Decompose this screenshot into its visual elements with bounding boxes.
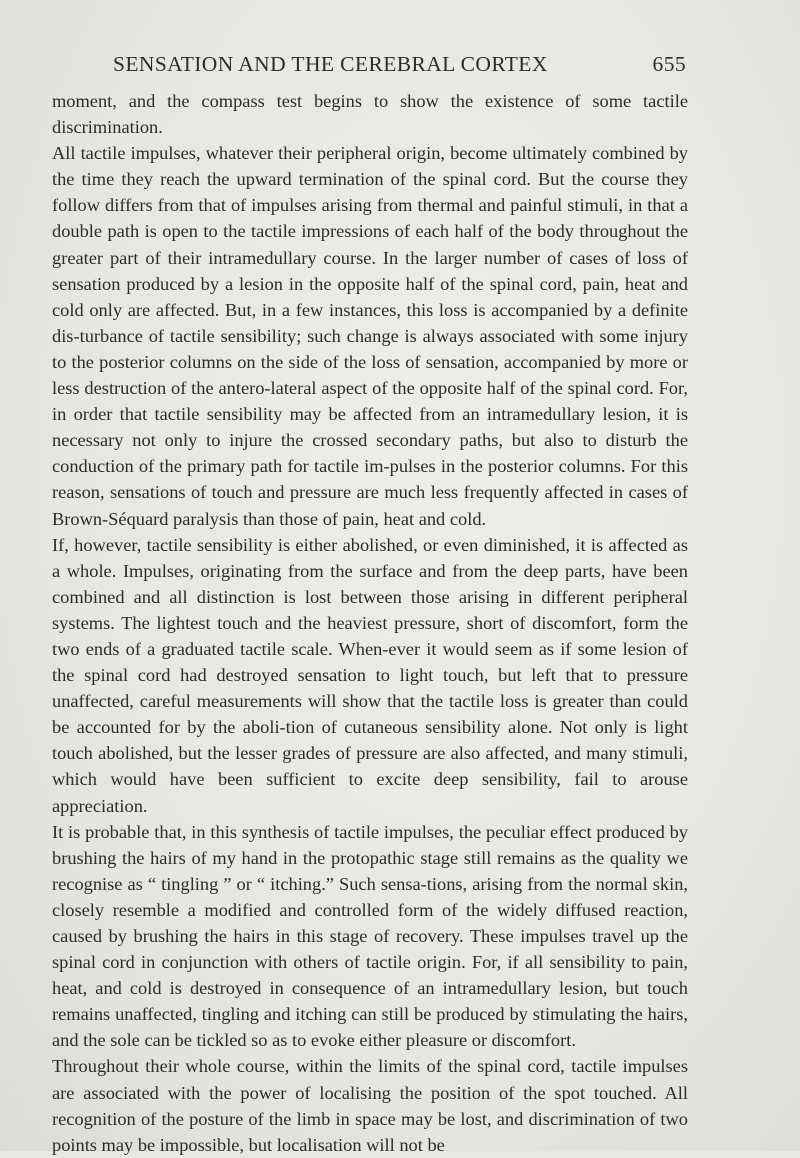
body-text	[52, 88, 688, 1158]
paragraph-1: moment, and the compass test begins to show the existence of some tactile discrimination.	[52, 91, 688, 138]
page-number: 655	[652, 52, 686, 76]
running-head-title: SENSATION AND THE CEREBRAL CORTEX	[113, 52, 548, 76]
running-head	[113, 52, 686, 80]
paragraph-4: It is probable that, in this synthesis of tactile impulses, the peculiar effect produced by brushing the hairs of my hand in the protopathic stage still remains as the quality we recognise as “ tingling ” or “ itching.” Such sensa-tions, arising from the normal skin, closely resemble a modified and controlled form of the widely diffused reaction, caused by brushing the hairs in this stage of recovery. These impulses travel up the spinal cord in conjunction with others of tactile origin. For, if all sensibility to pain, heat, and cold is destroyed in consequence of an intramedullary lesion, but touch remains unaffected, tingling and itching can still be produced by stimulating the hairs, and the sole can be tickled so as to evoke either pleasure or discomfort.	[52, 821, 688, 1051]
paragraph-2: All tactile impulses, whatever their peripheral origin, become ultimately combined by the time they reach the upward termination of the spinal cord. But the course they follow differs from that of impulses arising from thermal and painful stimuli, in that a double path is open to the tactile impressions of each half of the body throughout the greater part of their intramedullary course. In the larger number of cases of loss of sensation produced by a lesion in the opposite half of the spinal cord, pain, heat and cold only are affected. But, in a few instances, this loss is accompanied by a definite dis-turbance of tactile sensibility; such change is always associated with some injury to the posterior columns on the side of the loss of sensation, accompanied by more or less destruction of the antero-lateral aspect of the opposite half of the spinal cord. For, in order that tactile sensibility may be affected from an intramedullary lesion, it is necessary not only to injure the crossed secondary paths, but also to disturb the conduction of the primary path for tactile im-pulses in the posterior columns. For this reason, sensations of touch and pressure are much less frequently affected in cases of Brown-Séquard paralysis than those of pain, heat and cold.	[52, 143, 688, 529]
paragraph-5: Throughout their whole course, within the limits of the spinal cord, tactile impulses are associated with the power of localising the position of the spot touched. All recognition of the posture of the limb in space may be lost, and discrimination of two points may be impossible, but localisation will not be	[52, 1056, 688, 1155]
paragraph-3: If, however, tactile sensibility is either abolished, or even diminished, it is affected as a whole. Impulses, originating from the surface and from the deep parts, have been combined and all distinction is lost between those arising in different peripheral systems. The lightest touch and the heaviest pressure, short of discomfort, form the two ends of a graduated tactile scale. When-ever it would seem as if some lesion of the spinal cord had destroyed sensation to light touch, but left that to pressure unaffected, careful measurements will show that the tactile loss is greater than could be accounted for by the aboli-tion of cutaneous sensibility alone. Not only is light touch abolished, but the lesser grades of pressure are also affected, and many stimuli, which would have been sufficient to excite deep sensibility, fail to arouse appreciation.	[52, 534, 688, 816]
